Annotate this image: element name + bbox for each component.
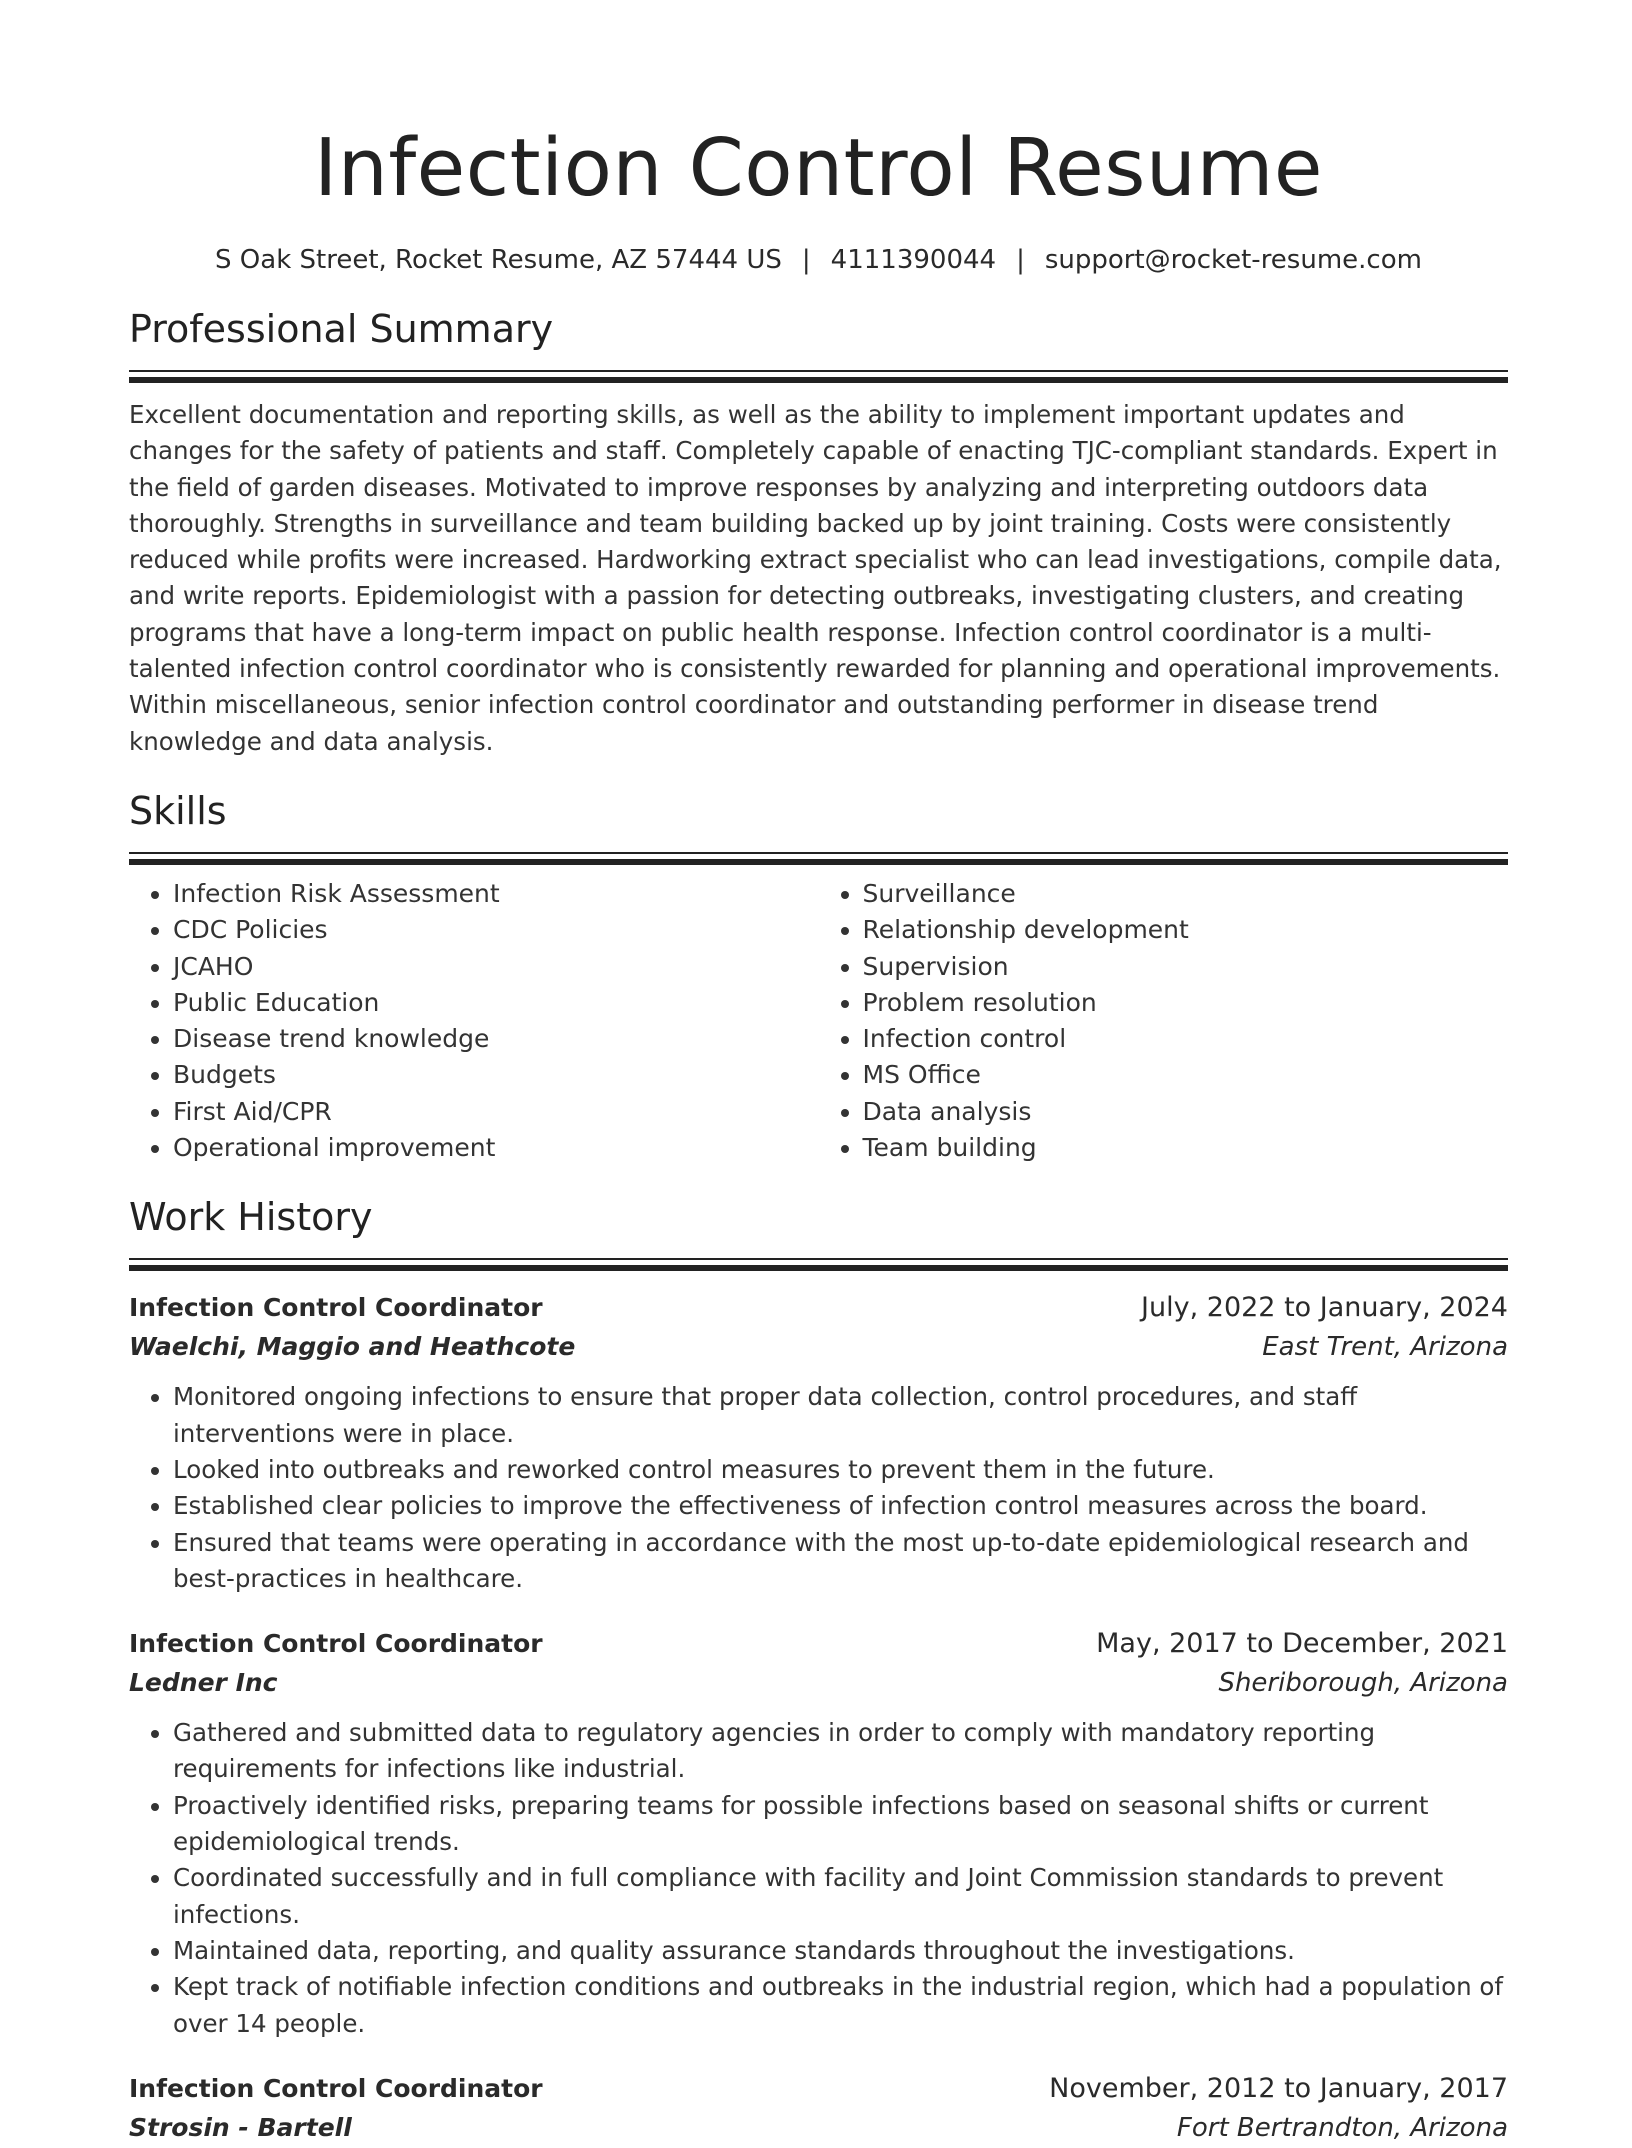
- skills-list-right: [819, 876, 1509, 1166]
- job-bullets: [129, 1379, 1508, 1597]
- job-bullet: • Maintained data, reporting, and quality assurance standards throughout the investigations.: [173, 1933, 1508, 1969]
- job-dates: November, 2012 to January, 2017: [1049, 2072, 1508, 2104]
- skill-item: • Infection Risk Assessment: [173, 876, 819, 912]
- skill-item: • Disease trend knowledge: [173, 1021, 819, 1057]
- job-bullet: • Established clear policies to improve the effectiveness of infection control measures across the board.: [173, 1488, 1508, 1524]
- contact-phone: 4111390044: [830, 245, 997, 275]
- skills-section: [129, 786, 1508, 1166]
- contact-email: support@rocket-resume.com: [1044, 245, 1422, 275]
- skills-list-left: [129, 876, 819, 1166]
- skill-item: • Relationship development: [863, 912, 1509, 948]
- job-entry: [129, 2070, 1508, 2148]
- job-bullet: • Proactively identified risks, preparing teams for possible infections based on seasonal shifts or current epidemiological trends.: [173, 1788, 1508, 1861]
- job-title-row: [129, 1289, 1508, 1327]
- skill-item: • Team building: [863, 1130, 1509, 1166]
- section-divider: [129, 370, 1508, 383]
- job-bullet: • Gathered and submitted data to regulatory agencies in order to comply with mandatory reporting requirements for infections like industrial.: [173, 1715, 1508, 1788]
- job-title: Infection Control Coordinator: [129, 1293, 543, 1323]
- summary-heading: Professional Summary: [129, 307, 554, 351]
- skills-columns: [129, 876, 1508, 1166]
- job-bullet: • Looked into outbreaks and reworked control measures to prevent them in the future.: [173, 1452, 1508, 1488]
- skill-item: • First Aid/CPR: [173, 1094, 819, 1130]
- job-dates: July, 2022 to January, 2024: [1141, 1292, 1508, 1324]
- skill-item: • JCAHO: [173, 949, 819, 985]
- job-title-row: [129, 1625, 1508, 1663]
- job-company-row: [129, 2108, 1508, 2148]
- skill-item: • Infection control: [863, 1021, 1509, 1057]
- job-company: Waelchi, Maggio and Heathcote: [129, 1332, 576, 1362]
- job-bullets: [129, 1715, 1508, 2042]
- section-divider: [129, 1258, 1508, 1271]
- resume-page: [129, 0, 1508, 2148]
- contact-separator: |: [801, 245, 811, 275]
- job-company: Ledner Inc: [129, 1668, 278, 1698]
- resume-title: Infection Control Resume: [313, 122, 1324, 214]
- job-company-row: [129, 1663, 1508, 1703]
- skill-item: • CDC Policies: [173, 912, 819, 948]
- summary-text: Excellent documentation and reporting skills, as well as the ability to implement important updates and changes for the safety of patients and staff. Completely capable of enacting TJC-compliant standards. Expert in the field of garden diseases. Motivated to improve responses by analyzing and interpreting outdoors data thoroughly. Strengths in surveillance and team building backed up by joint training. Costs were consistently reduced while profits were increased. Hardworking extract specialist who can lead investigations, compile data, and write reports. Epidemiologist with a passion for detecting outbreaks, investigating clusters, and creating programs that have a long-term impact on public health response. Infection control coordinator is a multi-talented infection control coordinator who is consistently rewarded for planning and operational improvements. Within miscellaneous, senior infection control coordinator and outstanding performer in disease trend knowledge and data analysis.: [129, 400, 1502, 756]
- job-company: Strosin - Bartell: [129, 2112, 352, 2142]
- skill-item: • Surveillance: [863, 876, 1509, 912]
- contact-address: S Oak Street, Rocket Resume, AZ 57444 US: [215, 245, 782, 275]
- contact-separator: |: [1016, 245, 1025, 275]
- skill-item: • Supervision: [863, 949, 1509, 985]
- skill-item: • Data analysis: [863, 1094, 1509, 1130]
- job-location: East Trent, Arizona: [1262, 1332, 1508, 1363]
- job-location: Fort Bertrandton, Arizona: [1176, 2112, 1508, 2143]
- job-title-row: [129, 2070, 1508, 2108]
- skills-heading: Skills: [129, 788, 227, 833]
- job-company-row: [129, 1327, 1508, 1367]
- job-bullet: • Kept track of notifiable infection conditions and outbreaks in the industrial region, which had a population of over 14 people.: [173, 1969, 1508, 2042]
- skill-item: • MS Office: [863, 1057, 1509, 1093]
- skill-item: • Public Education: [173, 985, 819, 1021]
- work-history-heading: Work History: [129, 1195, 373, 1240]
- section-divider: [129, 852, 1508, 865]
- skill-item: • Problem resolution: [863, 985, 1509, 1021]
- job-title: Infection Control Coordinator: [129, 1629, 543, 1659]
- job-bullet: • Monitored ongoing infections to ensure that proper data collection, control procedures, and staff interventions were in place.: [173, 1379, 1508, 1452]
- skill-item: • Budgets: [173, 1057, 819, 1093]
- work-history-section: [129, 1192, 1508, 2147]
- job-entry: [129, 1625, 1508, 2042]
- job-bullet: • Coordinated successfully and in full compliance with facility and Joint Commission standards to prevent infections.: [173, 1860, 1508, 1933]
- job-title: Infection Control Coordinator: [129, 2073, 543, 2103]
- contact-line: [129, 242, 1508, 278]
- job-bullet: • Ensured that teams were operating in accordance with the most up-to-date epidemiological research and best-practices in healthcare.: [173, 1525, 1508, 1598]
- job-dates: May, 2017 to December, 2021: [1096, 1628, 1508, 1660]
- summary-section: [129, 304, 1508, 760]
- job-location: Sheriborough, Arizona: [1218, 1668, 1508, 1699]
- job-entry: [129, 1289, 1508, 1597]
- skill-item: • Operational improvement: [173, 1130, 819, 1166]
